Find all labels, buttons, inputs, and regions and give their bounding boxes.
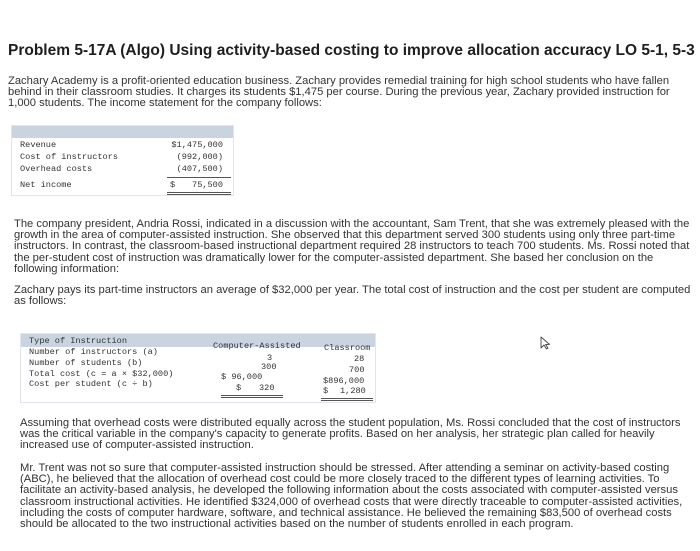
income-table-header-bar — [12, 126, 233, 138]
income-row-net-income — [12, 179, 233, 191]
row-label-total-cost: Total cost (c = a × $32,000) — [29, 369, 174, 379]
income-statement-table — [11, 125, 234, 196]
header-classroom: Classroom — [324, 343, 371, 353]
income-row-label: Cost of instructors — [20, 152, 118, 162]
income-row-revenue — [12, 139, 233, 151]
computer-students-value: 300 — [261, 362, 277, 372]
classroom-cost-per-student-value: 1,280 — [340, 386, 366, 396]
income-row-value: 75,500 — [192, 180, 223, 190]
classroom-total-cost-value: $896,000 — [323, 376, 365, 386]
income-row-cost-of-instructors — [12, 151, 233, 163]
assuming-paragraph: Assuming that overhead costs were distributed equally across the student population, Ms. Rossi concluded that the cost of instructors was the critical variable in the company's capacity to generate profits. Based on her analysis, her strategic plan called for heavily increased use of computer-assisted instruction. — [20, 417, 681, 452]
income-row-value: (992,000) — [176, 152, 223, 162]
classroom-total-double-underline — [321, 398, 373, 399]
computer-cost-per-student-currency: $ — [236, 383, 242, 393]
header-type-of-instruction: Type of Instruction — [29, 336, 127, 346]
income-total-double-underline — [167, 192, 231, 193]
row-label-students: Number of students (b) — [29, 358, 143, 368]
intro-paragraph: Zachary Academy is a profit-oriented education business. Zachary provides remedial training for high school students who have fallen behind in their classroom studies. It charges its students $1,475 per course. During the previous year, Zachary provided instruction for 1,000 students. The income statement for the company follows: — [8, 75, 670, 110]
computer-cost-per-student-value: 320 — [259, 383, 275, 393]
income-row-label: Overhead costs — [20, 164, 93, 174]
income-row-label: Net income — [20, 180, 72, 190]
classroom-total-double-underline — [321, 400, 373, 401]
mouse-pointer-icon — [540, 336, 552, 350]
header-computer-assisted: Computer-Assisted — [213, 341, 301, 351]
income-row-label: Revenue — [20, 140, 57, 150]
problem-title: Problem 5-17A (Algo) Using activity-based costing to improve allocation accuracy LO 5-1, 5-3 — [8, 42, 695, 59]
computer-total-cost-value: $ 96,000 — [221, 372, 263, 382]
cost-per-student-table — [20, 333, 376, 403]
trent-paragraph: Mr. Trent was not so sure that computer-assisted instruction should be stressed. After attending a seminar on activity-based costing (ABC), he believed that the allocation of overhead cost could be more closely traced to the different types of learning activities. To facilitate an activity-based analysis, he developed the following information about the costs associated with computer-assisted versus classroom instructional activities. He identified $324,000 of overhead costs that were directly traceable to computer-assisted activities, including the costs of computer hardware, software, and technical assistance. He believed the remaining $83,500 of overhead costs should be allocated to the two instructional activities based on the number of students enrolled in each program. — [20, 462, 683, 531]
classroom-students-value: 700 — [349, 365, 365, 375]
president-paragraph: The company president, Andria Rossi, indicated in a discussion with the accountant, Sam Trent, that she was extremely pleased with the growth in the area of computer-assisted instruction. She observed that this department served 300 students using only three part-time instructors. In contrast, the classroom-based instructional department required 28 instructors to teach 700 students. Ms. Rossi noted that the per-student cost of instruction was dramatically lower for the computer-assisted department. She based her conclusion on the following information: — [14, 218, 690, 275]
income-subtotal-underline — [167, 177, 231, 178]
row-label-instructors: Number of instructors (a) — [29, 347, 158, 357]
computer-total-double-underline — [221, 397, 283, 398]
computer-instructors-value: 3 — [267, 353, 273, 363]
income-row-overhead-costs — [12, 163, 233, 175]
income-total-double-underline — [167, 194, 231, 195]
pays-paragraph: Zachary pays its part-time instructors an average of $32,000 per year. The total cost of instruction and the cost per student are computed as follows: — [14, 284, 691, 308]
income-row-currency: $ — [170, 180, 176, 190]
row-label-cost-per-student: Cost per student (c ÷ b) — [29, 379, 153, 389]
computer-total-double-underline — [221, 395, 283, 396]
income-row-value: (407,500) — [176, 164, 223, 174]
income-row-value: $1,475,000 — [171, 140, 223, 150]
classroom-instructors-value: 28 — [354, 354, 365, 364]
classroom-cost-per-student-currency: $ — [323, 386, 329, 396]
